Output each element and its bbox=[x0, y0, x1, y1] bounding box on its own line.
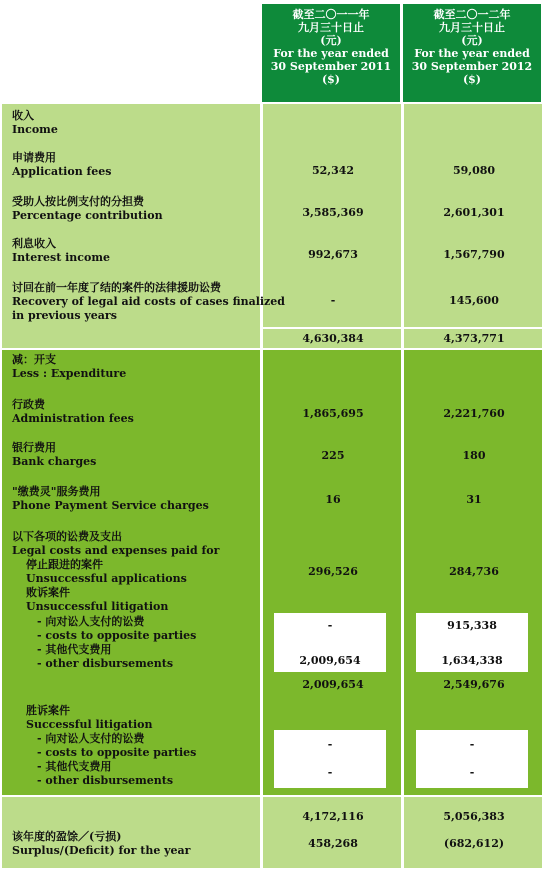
header-2011-en-line1: For the year ended bbox=[273, 47, 389, 60]
value-2012: 31 bbox=[466, 493, 482, 506]
income-section: 收入 Income 申请费用 Application fees 52,342 59,080 受助人按比例支付的分担费 Percentage contribution 3,585,369 2,601,301 利息收入 Interest income 992,673 1,567,790 讨回在前一年度了结的案件的法律援助讼费 Recovery of legal aid costs of cases finalized in previous years - 145,600 4,630,384 4,373,771 bbox=[2, 104, 542, 348]
other-2011: 2,009,654 bbox=[299, 654, 361, 667]
header-2012-zh-unit: (元) bbox=[461, 34, 483, 47]
value-2011: 3,585,369 bbox=[302, 206, 364, 219]
value-2011: 225 bbox=[321, 449, 345, 462]
value-2011: 992,673 bbox=[308, 248, 358, 261]
value-box-2011 bbox=[274, 613, 386, 672]
column-header-2012 bbox=[403, 4, 541, 102]
total-2011: 4,172,116 bbox=[302, 810, 364, 823]
other-2011: - bbox=[327, 766, 333, 779]
value-2011: - bbox=[330, 294, 336, 307]
value-2012: 2,221,760 bbox=[443, 407, 505, 420]
value-2011: 52,342 bbox=[311, 164, 355, 177]
subtotal-2012: 2,549,676 bbox=[443, 678, 505, 691]
value-2012: 2,601,301 bbox=[443, 206, 505, 219]
column-divider bbox=[401, 797, 404, 868]
value-2012: 284,736 bbox=[449, 565, 499, 578]
column-header-2011 bbox=[262, 4, 400, 102]
costs-2011: - bbox=[327, 738, 333, 751]
subtotal-2011: 2,009,654 bbox=[302, 678, 364, 691]
header-2012-en-line1: For the year ended bbox=[414, 47, 530, 60]
value-2011: 16 bbox=[325, 493, 341, 506]
value-2011: 1,865,695 bbox=[302, 407, 364, 420]
total-2012: 5,056,383 bbox=[443, 810, 505, 823]
value-box-2011 bbox=[274, 730, 386, 788]
value-2012: 180 bbox=[462, 449, 486, 462]
column-divider bbox=[260, 797, 263, 868]
value-2012: 145,600 bbox=[449, 294, 499, 307]
costs-2011: - bbox=[327, 619, 333, 632]
header-2011-en-line2: 30 September 2011 bbox=[270, 60, 392, 73]
value-2012: 59,080 bbox=[452, 164, 496, 177]
header-2012-unit: ($) bbox=[462, 73, 482, 86]
header-2012-en-line2: 30 September 2012 bbox=[411, 60, 533, 73]
value-2011: 296,526 bbox=[308, 565, 358, 578]
totals-section: 4,172,116 5,056,383 该年度的盈馀／(亏损) Surplus/(Deficit) for the year 458,268 (682,612) bbox=[2, 797, 542, 868]
costs-2012: 915,338 bbox=[447, 619, 497, 632]
total-2012: 4,373,771 bbox=[443, 332, 505, 345]
header-2011-zh-line1: 截至二〇一一年 bbox=[292, 8, 370, 21]
header-2011-zh-unit: (元) bbox=[320, 34, 342, 47]
other-2012: - bbox=[469, 766, 475, 779]
surplus-2012: (682,612) bbox=[443, 837, 505, 850]
value-box-2012 bbox=[416, 613, 528, 672]
header-2011-zh-line2: 九月三十日止 bbox=[298, 21, 364, 34]
header-2012-zh-line1: 截至二〇一二年 bbox=[433, 8, 511, 21]
header-2012-zh-line2: 九月三十日止 bbox=[439, 21, 505, 34]
column-divider bbox=[401, 104, 404, 348]
other-2012: 1,634,338 bbox=[441, 654, 503, 667]
column-divider bbox=[260, 350, 263, 795]
expenditure-section: 减：开支 Less : Expenditure 行政费 Administration fees 1,865,695 2,221,760 银行费用 Bank charges 225 180 "缴费灵"服务费用 Phone Payment Service charges 16 31 以下各项的讼费及支出 Legal costs and expenses paid for 停止跟进的案件 Unsuccessful applications 296,526 284,736 败诉案件 Unsuccessful litigation - 2,009,654 915,338 1,634,338 - 向对讼人支付的讼费 - costs to opposite parties - 其他代支费用 - other disbursements 2,009,654 2,549,676 胜诉案件 Successful litigation - - - - - 向对讼人支付的讼费 - costs to opposite parties - 其他代支费用 - other disbursements bbox=[2, 350, 542, 795]
costs-2012: - bbox=[469, 738, 475, 751]
total-2011: 4,630,384 bbox=[302, 332, 364, 345]
header-2011-unit: ($) bbox=[321, 73, 341, 86]
value-2012: 1,567,790 bbox=[443, 248, 505, 261]
surplus-2011: 458,268 bbox=[308, 837, 358, 850]
income-total-rule bbox=[263, 327, 542, 329]
value-box-2012 bbox=[416, 730, 528, 788]
